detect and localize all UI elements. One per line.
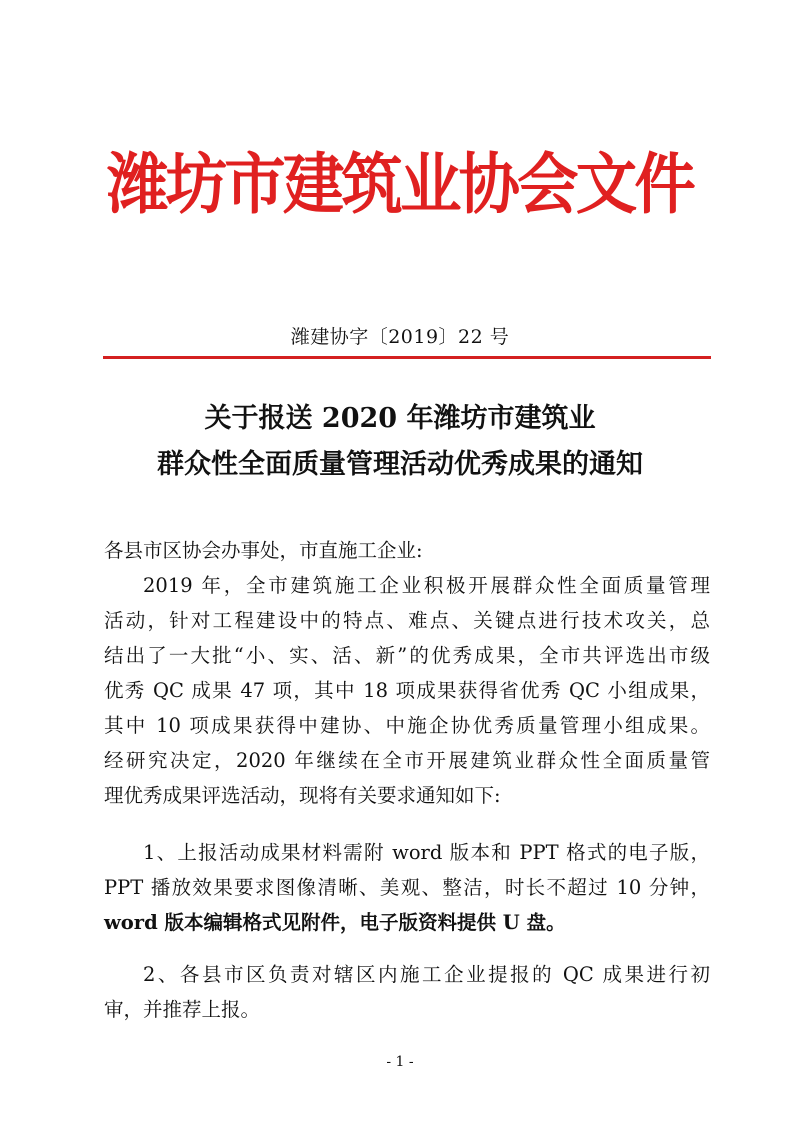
masthead-title: 潍坊市建筑业协会文件: [107, 146, 693, 223]
body-line-3: 结出了一大批“小、实、活、新”的优秀成果，全市共评选出市级: [104, 644, 710, 667]
body-line-4: 优秀 QC 成果 47 项，其中 18 项成果获得省优秀 QC 小组成果，: [104, 679, 710, 702]
notice-title-line-2: 群众性全面质量管理活动优秀成果的通知: [157, 449, 643, 480]
body-line-1: 2019 年，全市建筑施工企业积极开展群众性全面质量管理: [143, 574, 710, 597]
salutation: 各县市区协会办事处，市直施工企业:: [104, 539, 423, 562]
body-line-6: 经研究决定，2020 年继续在全市开展建筑业群众性全面质量管: [104, 749, 710, 772]
document-number: 潍建协字〔2019〕22 号: [290, 326, 510, 348]
body-line-5: 其中 10 项成果获得中建协、中施企协优秀质量管理小组成果。: [104, 714, 710, 737]
requirement-2-line-2: 审，并推荐上报。: [104, 998, 261, 1021]
notice-title-line-1: 关于报送 2020 年潍坊市建筑业: [204, 403, 596, 434]
red-divider-rule: [103, 356, 711, 359]
body-line-7: 理优秀成果评选活动，现将有关要求通知如下:: [104, 784, 501, 807]
requirement-1-line-3: word 版本编辑格式见附件，电子版资料提供 U 盘。: [104, 911, 566, 934]
page-number: - 1 -: [386, 1054, 414, 1070]
body-line-2: 活动，针对工程建设中的特点、难点、关键点进行技术攻关，总: [104, 609, 710, 632]
requirement-1-line-2: PPT 播放效果要求图像清晰、美观、整洁，时长不超过 10 分钟，: [104, 876, 710, 899]
requirement-1-line-1: 1、上报活动成果材料需附 word 版本和 PPT 格式的电子版，: [143, 841, 710, 864]
requirement-2-line-1: 2、各县市区负责对辖区内施工企业提报的 QC 成果进行初: [143, 963, 710, 986]
